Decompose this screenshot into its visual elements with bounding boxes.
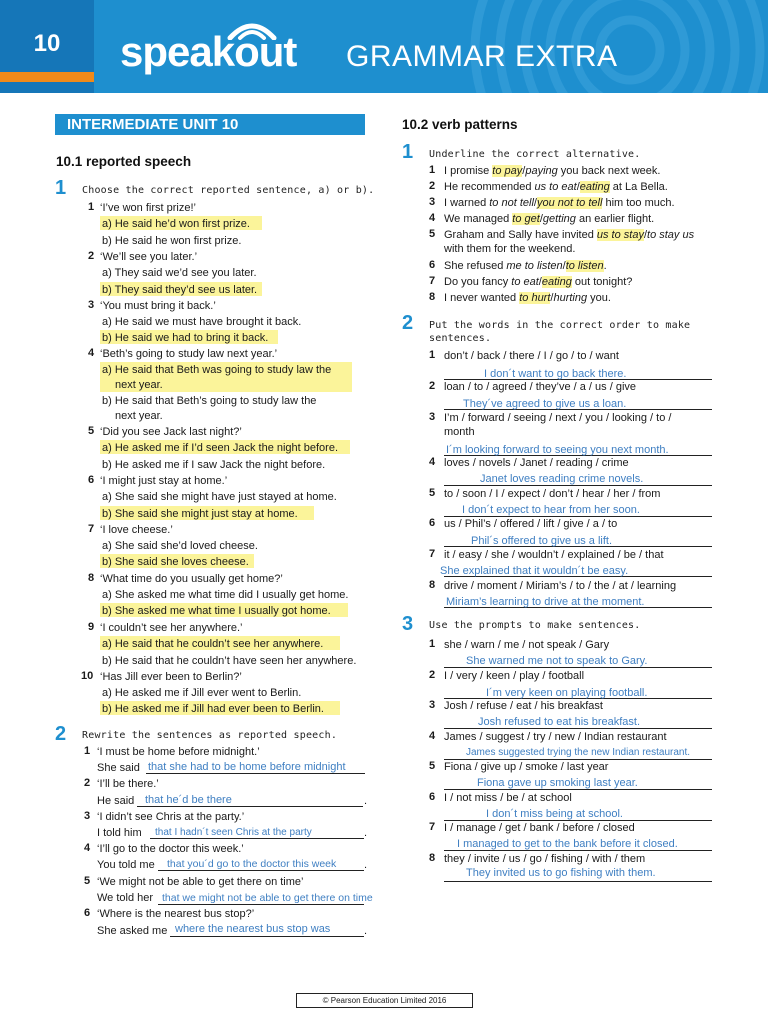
sentence-part: him too much. bbox=[602, 197, 675, 209]
option-2: to listen bbox=[565, 260, 604, 272]
sentence bbox=[444, 228, 694, 242]
answer-text: Janet loves reading crime novels. bbox=[480, 473, 644, 485]
word-prompt: she / warn / me / not speak / Gary bbox=[444, 639, 610, 651]
quote: ‘Did you see Jack last night?’ bbox=[100, 426, 242, 438]
item-number: 5 bbox=[429, 487, 436, 499]
exercise-number: 1 bbox=[55, 177, 67, 199]
item-number: 8 bbox=[429, 852, 436, 864]
sentence-start: You told me bbox=[97, 859, 155, 871]
section-title-verb-patterns: 10.2 verb patterns bbox=[402, 117, 518, 132]
answer-text: I´m looking forward to seeing you next month. bbox=[446, 444, 669, 456]
item-number: 6 bbox=[88, 474, 95, 486]
slash: / bbox=[539, 213, 543, 225]
option-b: b) She said she loves cheese. bbox=[102, 556, 249, 568]
option-2: eating bbox=[579, 181, 610, 193]
full-stop: . bbox=[364, 859, 368, 871]
exercise-instruction: Put the words in the correct order to make bbox=[429, 320, 691, 331]
item-number: 7 bbox=[429, 821, 436, 833]
sentence-part: Graham and Sally have invited bbox=[444, 229, 597, 241]
option-a: a) He said he’d won first prize. bbox=[102, 218, 250, 230]
header-title: GRAMMAR EXTRA bbox=[346, 40, 618, 73]
sentence bbox=[444, 212, 654, 226]
quote: ‘I must be home before midnight.’ bbox=[97, 746, 260, 758]
answer-text: Josh refused to eat his breakfast. bbox=[478, 716, 641, 728]
exercise-number: 1 bbox=[402, 141, 414, 163]
option-1: to hurt bbox=[519, 292, 551, 304]
word-prompt: they / invite / us / go / fishing / with / them bbox=[444, 853, 646, 865]
option-2: you not to tell bbox=[536, 197, 603, 209]
item-number: 3 bbox=[429, 411, 436, 423]
full-stop: . bbox=[364, 925, 368, 937]
sentence-part: at La Bella. bbox=[609, 181, 668, 193]
option-b: b) He said that he couldn’t have seen her anywhere. bbox=[102, 655, 357, 667]
word-prompt: I’m / forward / seeing / next / you / looking / to / bbox=[444, 412, 672, 424]
item-number: 6 bbox=[429, 791, 436, 803]
option-b: b) He said we had to bring it back. bbox=[102, 332, 269, 344]
item-number: 2 bbox=[429, 669, 436, 681]
answer-text: I don´t miss being at school. bbox=[486, 808, 623, 820]
full-stop: . bbox=[364, 795, 368, 807]
item-number: 6 bbox=[84, 907, 91, 919]
exercise-instruction: Rewrite the sentences as reported speech. bbox=[82, 730, 338, 741]
item-number: 7 bbox=[88, 523, 95, 535]
option-b: b) He asked me if Jill had ever been to Berlin. bbox=[102, 703, 324, 715]
answer-text: where the nearest bus stop was bbox=[175, 923, 331, 935]
answer-text: that we might not be able to get there on time bbox=[162, 892, 373, 904]
item-number: 5 bbox=[429, 760, 436, 772]
answer-text: James suggested trying the new Indian restaurant. bbox=[466, 747, 691, 758]
sentence-part: . bbox=[603, 260, 607, 272]
page-number: 10 bbox=[33, 30, 61, 57]
item-number: 6 bbox=[429, 259, 436, 271]
quote: ‘Beth’s going to study law next year.’ bbox=[100, 348, 278, 360]
sentence-part: He recommended bbox=[444, 181, 535, 193]
item-number: 8 bbox=[88, 572, 95, 584]
sentence-part: We managed bbox=[444, 213, 513, 225]
item-number: 2 bbox=[429, 180, 436, 192]
word-prompt: it / easy / she / wouldn’t / explained / be / that bbox=[444, 549, 664, 561]
section-title-reported-speech: 10.1 reported speech bbox=[56, 154, 192, 169]
item-number: 5 bbox=[88, 425, 95, 437]
quote: ‘Where is the nearest bus stop?’ bbox=[97, 908, 255, 920]
sentence-start: She said bbox=[97, 762, 140, 774]
answer-text: She warned me not to speak to Gary. bbox=[466, 655, 648, 667]
quote: ‘I might just stay at home.’ bbox=[100, 475, 228, 487]
word-prompt: to / soon / I / expect / don’t / hear / her / from bbox=[444, 488, 661, 500]
exercise-number: 2 bbox=[55, 723, 67, 745]
option-b: b) He asked me if I saw Jack the night before. bbox=[102, 459, 326, 471]
word-prompt: Fiona / give up / smoke / last year bbox=[444, 761, 609, 773]
sentence-start: He said bbox=[97, 795, 135, 807]
exercise-instruction-continued: sentences. bbox=[429, 333, 492, 344]
word-prompt: don’t / back / there / I / go / to / want bbox=[444, 350, 619, 362]
item-number: 4 bbox=[429, 212, 436, 224]
option-b: b) He said that Beth’s going to study law the bbox=[102, 395, 317, 407]
quote: ‘I couldn’t see her anywhere.’ bbox=[100, 622, 243, 634]
quote: ‘Has Jill ever been to Berlin?’ bbox=[100, 671, 242, 683]
quote: ‘We might not be able to get there on time’ bbox=[97, 876, 304, 888]
sentence bbox=[444, 291, 611, 305]
answer-text: I managed to get to the bank before it closed. bbox=[457, 838, 678, 850]
word-prompt: I / not miss / be / at school bbox=[444, 792, 572, 804]
item-number: 5 bbox=[84, 875, 91, 887]
slash: / bbox=[533, 197, 537, 209]
full-stop: . bbox=[364, 827, 368, 839]
option-a: a) He said that he couldn’t see her anywhere. bbox=[102, 638, 324, 650]
answer-text: They invited us to go fishing with them. bbox=[466, 867, 656, 879]
option-1: to not tell bbox=[489, 197, 534, 209]
copyright-footer: © Pearson Education Limited 2016 bbox=[296, 993, 473, 1008]
item-number: 4 bbox=[429, 456, 436, 468]
sentence bbox=[444, 164, 660, 178]
answer-text: I don´t want to go back there. bbox=[484, 368, 627, 380]
option-a-continued: next year. bbox=[115, 379, 163, 391]
sentence-part: I never wanted bbox=[444, 292, 520, 304]
item-number: 3 bbox=[88, 299, 95, 311]
item-number: 3 bbox=[84, 810, 91, 822]
exercise-number: 3 bbox=[402, 613, 414, 635]
word-prompt-continued: month bbox=[444, 426, 475, 438]
item-number: 2 bbox=[429, 380, 436, 392]
answer-text: that you´d go to the doctor this week bbox=[167, 858, 337, 870]
slash: / bbox=[522, 165, 526, 177]
option-1: to eat bbox=[511, 276, 539, 288]
option-a: a) He asked me if Jill ever went to Berlin. bbox=[102, 687, 302, 699]
answer-text: I´m very keen on playing football. bbox=[486, 687, 648, 699]
sentence-part: She refused bbox=[444, 260, 507, 272]
word-prompt: Josh / refuse / eat / his breakfast bbox=[444, 700, 603, 712]
answer-text: Fiona gave up smoking last year. bbox=[477, 777, 638, 789]
word-prompt: James / suggest / try / new / Indian restaurant bbox=[444, 731, 667, 743]
option-b: b) She asked me what time I usually got home. bbox=[102, 605, 331, 617]
option-a: a) She said she might have just stayed at home. bbox=[102, 491, 337, 503]
option-2: paying bbox=[525, 165, 558, 177]
word-prompt: drive / moment / Miriam’s / to / the / at / learning bbox=[444, 580, 677, 592]
item-number: 4 bbox=[88, 347, 95, 359]
answer-text: I don´t expect to hear from her soon. bbox=[462, 504, 640, 516]
sentence bbox=[444, 180, 668, 194]
answer-text: that he´d be there bbox=[145, 794, 232, 806]
item-number: 1 bbox=[84, 745, 91, 757]
item-number: 3 bbox=[429, 196, 436, 208]
option-a: a) They said we’d see you later. bbox=[102, 267, 257, 279]
unit-banner bbox=[55, 114, 365, 135]
option-2: to stay us bbox=[647, 229, 695, 241]
quote: ‘I’ll go to the doctor this week.’ bbox=[97, 843, 244, 855]
item-number: 10 bbox=[81, 670, 94, 682]
slash: / bbox=[576, 181, 580, 193]
option-1: to pay bbox=[492, 165, 523, 177]
answer-text: that she had to be home before midnight bbox=[148, 761, 346, 773]
sentence-part: Do you fancy bbox=[444, 276, 512, 288]
slash: / bbox=[562, 260, 566, 272]
item-number: 1 bbox=[429, 164, 436, 176]
exercise-instruction: Use the prompts to make sentences. bbox=[429, 620, 641, 631]
sentence bbox=[444, 196, 675, 210]
sentence bbox=[444, 259, 607, 273]
speakout-logo: speakout bbox=[120, 28, 297, 75]
option-b-continued: next year. bbox=[115, 410, 163, 422]
option-a: a) She asked me what time did I usually get home. bbox=[102, 589, 349, 601]
sentence bbox=[444, 275, 632, 289]
option-a: a) She said she’d loved cheese. bbox=[102, 540, 258, 552]
option-2: getting bbox=[542, 213, 576, 225]
item-number: 3 bbox=[429, 699, 436, 711]
sentence-start: I told him bbox=[97, 827, 142, 839]
item-number: 1 bbox=[429, 638, 436, 650]
option-b: b) He said he won first prize. bbox=[102, 235, 242, 247]
item-number: 1 bbox=[429, 349, 436, 361]
option-b: b) She said she might just stay at home. bbox=[102, 508, 298, 520]
quote: ‘You must bring it back.’ bbox=[100, 300, 216, 312]
item-number: 7 bbox=[429, 548, 436, 560]
item-number: 5 bbox=[429, 228, 436, 240]
option-a: a) He said we must have brought it back. bbox=[102, 316, 302, 328]
option-a: a) He asked me if I’d seen Jack the night before. bbox=[102, 442, 339, 454]
option-1: us to eat bbox=[534, 181, 577, 193]
answer-text: Miriam’s learning to drive at the moment. bbox=[446, 596, 645, 608]
word-prompt: I / very / keen / play / football bbox=[444, 670, 585, 682]
sentence-part: you. bbox=[587, 292, 611, 304]
orange-accent-bar bbox=[0, 72, 94, 82]
sentence-part: out tonight? bbox=[571, 276, 633, 288]
unit-title: INTERMEDIATE UNIT 10 bbox=[67, 116, 239, 133]
quote: ‘I didn’t see Chris at the party.’ bbox=[97, 811, 245, 823]
item-number: 8 bbox=[429, 291, 436, 303]
option-1: me to listen bbox=[506, 260, 563, 272]
sentence-start: We told her bbox=[97, 892, 154, 904]
item-number: 1 bbox=[88, 201, 95, 213]
item-number: 2 bbox=[84, 777, 91, 789]
word-prompt: us / Phil’s / offered / lift / give / a / to bbox=[444, 518, 618, 530]
quote: ‘What time do you usually get home?’ bbox=[100, 573, 283, 585]
word-prompt: loves / novels / Janet / reading / crime bbox=[444, 457, 629, 469]
option-1: to get bbox=[512, 213, 540, 225]
option-1: us to stay bbox=[596, 229, 644, 241]
exercise-number: 2 bbox=[402, 312, 414, 334]
sentence-part: I warned bbox=[444, 197, 490, 209]
answer-text: Phil´s offered to give us a lift. bbox=[471, 535, 613, 547]
option-2: eating bbox=[541, 276, 572, 288]
item-number: 6 bbox=[429, 517, 436, 529]
quote: ‘I’ll be there.’ bbox=[97, 778, 159, 790]
sentence-part: you back next week. bbox=[557, 165, 661, 177]
exercise-instruction: Choose the correct reported sentence, a) or b). bbox=[82, 185, 375, 196]
sentence-part: I promise bbox=[444, 165, 493, 177]
page-header bbox=[0, 0, 768, 93]
quote: ‘I’ve won first prize!’ bbox=[100, 202, 196, 214]
answer-text: They´ve agreed to give us a loan. bbox=[463, 398, 627, 410]
answer-text: She explained that it wouldn´t be easy. bbox=[440, 565, 629, 577]
quote: ‘We’ll see you later.’ bbox=[100, 251, 198, 263]
word-prompt: loan / to / agreed / they’ve / a / us / give bbox=[444, 381, 637, 393]
item-number: 4 bbox=[84, 842, 91, 854]
sentence-start: She asked me bbox=[97, 925, 168, 937]
slash: / bbox=[550, 292, 554, 304]
sentence-part: an earlier flight. bbox=[575, 213, 655, 225]
item-number: 7 bbox=[429, 275, 436, 287]
option-b: b) They said they’d see us later. bbox=[102, 284, 258, 296]
exercise-instruction: Underline the correct alternative. bbox=[429, 149, 641, 160]
option-a: a) He said that Beth was going to study law the bbox=[102, 364, 332, 376]
page-number-box bbox=[0, 0, 94, 93]
slash: / bbox=[643, 229, 648, 241]
item-number: 9 bbox=[88, 621, 95, 633]
item-number: 2 bbox=[88, 250, 95, 262]
sentence-continued: with them for the weekend. bbox=[444, 243, 576, 255]
item-number: 8 bbox=[429, 579, 436, 591]
item-number: 4 bbox=[429, 730, 436, 742]
option-2: hurting bbox=[553, 292, 588, 304]
slash: / bbox=[538, 276, 542, 288]
answer-text: that I hadn´t seen Chris at the party bbox=[155, 827, 312, 838]
quote: ‘I love cheese.’ bbox=[100, 524, 173, 536]
word-prompt: I / manage / get / bank / before / closed bbox=[444, 822, 635, 834]
